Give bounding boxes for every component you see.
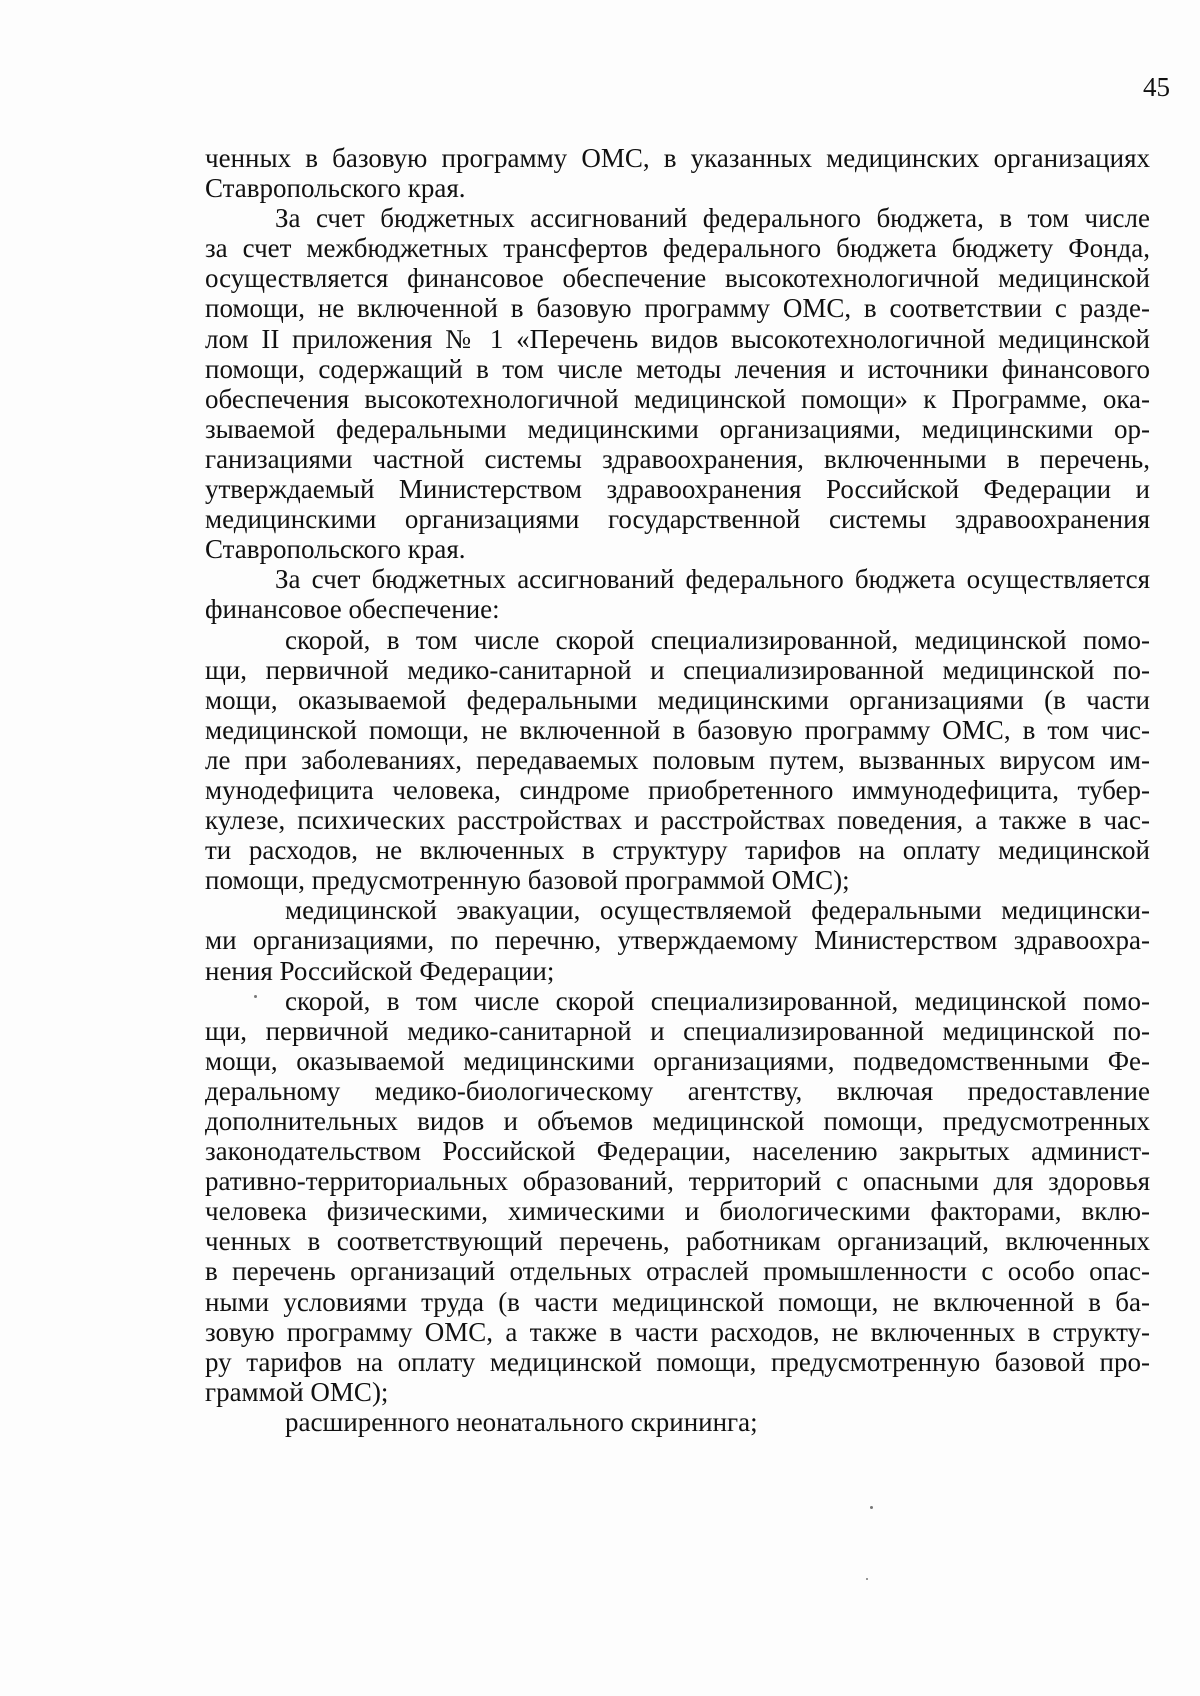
text-line: медицинской помощи, не включенной в базовую программу ОМС, в том чис- bbox=[205, 714, 1150, 745]
text-line: зовую программу ОМС, а также в части расходов, не включенных в структу- bbox=[205, 1316, 1150, 1347]
text-line: ти расходов, не включенных в структуру тарифов на оплату медицинской bbox=[205, 835, 1150, 866]
text-line: скорой, в том числе скорой специализированной, медицинской помо- bbox=[285, 985, 1150, 1016]
text-line: За счет бюджетных ассигнований федерального бюджета осуществляется bbox=[275, 564, 1150, 595]
text-line: ганизациями частной системы здравоохранения, включенными в перечень, bbox=[205, 443, 1150, 474]
scan-speck bbox=[870, 1506, 873, 1509]
text-line: осуществляется финансовое обеспечение высокотехнологичной медицинской bbox=[205, 263, 1150, 294]
text-line: ру тарифов на оплату медицинской помощи, предусмотренную базовой про- bbox=[205, 1346, 1150, 1377]
text-line: законодательством Российской Федерации, населению закрытых админист- bbox=[205, 1136, 1150, 1167]
text-line: ративно-территориальных образований, территорий с опасными для здоровья bbox=[205, 1166, 1150, 1197]
text-line: мощи, оказываемой медицинскими организациями, подведомственными Фе- bbox=[205, 1045, 1150, 1076]
text-line: ными условиями труда (в части медицинской помощи, не включенной в ба- bbox=[205, 1286, 1150, 1317]
text-line: ми организациями, по перечню, утверждаемому Министерством здравоохра- bbox=[205, 925, 1150, 956]
text-line: помощи, не включенной в базовую программу ОМС, в соответствии с разде- bbox=[205, 293, 1150, 324]
text-line: щи, первичной медико-санитарной и специализированной медицинской по- bbox=[205, 654, 1150, 685]
text-line: Ставропольского края. bbox=[205, 173, 466, 204]
text-line: ченных в соответствующий перечень, работникам организаций, включенных bbox=[205, 1226, 1150, 1257]
text-line: обеспечения высокотехнологичной медицинской помощи» к Программе, ока- bbox=[205, 383, 1150, 414]
text-line: ченных в базовую программу ОМС, в указанных медицинских организациях bbox=[205, 143, 1150, 173]
text-line: За счет бюджетных ассигнований федерального бюджета, в том числе bbox=[275, 203, 1150, 234]
text-line: финансовое обеспечение: bbox=[205, 594, 500, 625]
text-line: нения Российской Федерации; bbox=[205, 955, 555, 986]
text-line: кулезе, психических расстройствах и расстройствах поведения, а также в час- bbox=[205, 805, 1150, 836]
text-line: медицинской эвакуации, осуществляемой федеральными медицински- bbox=[285, 895, 1150, 926]
body-text bbox=[205, 143, 1150, 1437]
text-line: утверждаемый Министерством здравоохранения Российской Федерации и bbox=[205, 474, 1150, 505]
text-line: за счет межбюджетных трансфертов федерального бюджета бюджету Фонда, bbox=[205, 233, 1150, 264]
text-line: расширенного неонатального скрининга; bbox=[285, 1406, 758, 1437]
text-line: человека физическими, химическими и биологическими факторами, вклю- bbox=[205, 1196, 1150, 1227]
text-line: в перечень организаций отдельных отраслей промышленности с особо опас- bbox=[205, 1256, 1150, 1287]
text-line: лом II приложения № 1 «Перечень видов высокотехнологичной медицинской bbox=[205, 323, 1150, 354]
text-line: ле при заболеваниях, передаваемых половым путем, вызванных вирусом им- bbox=[205, 744, 1150, 775]
text-line: медицинскими организациями государственной системы здравоохранения bbox=[205, 504, 1150, 535]
text-line: дополнительных видов и объемов медицинской помощи, предусмотренных bbox=[205, 1106, 1150, 1136]
text-line: помощи, предусмотренную базовой программой ОМС); bbox=[205, 865, 850, 896]
text-line: щи, первичной медико-санитарной и специализированной медицинской по- bbox=[205, 1015, 1150, 1046]
text-line: деральному медико-биологическому агентству, включая предоставление bbox=[205, 1075, 1150, 1106]
scan-speck bbox=[254, 995, 257, 998]
text-line: мощи, оказываемой федеральными медицинскими организациями (в части bbox=[205, 684, 1150, 715]
text-line: Ставропольского края. bbox=[205, 534, 466, 565]
text-line: зываемой федеральными медицинскими организациями, медицинскими ор- bbox=[205, 413, 1150, 444]
text-line: скорой, в том числе скорой специализированной, медицинской помо- bbox=[285, 624, 1150, 655]
text-line: граммой ОМС); bbox=[205, 1376, 389, 1407]
text-line: помощи, содержащий в том числе методы лечения и источники финансового bbox=[205, 353, 1150, 384]
page-number: 45 bbox=[1143, 72, 1170, 102]
text-line: мунодефицита человека, синдроме приобретенного иммунодефицита, тубер- bbox=[205, 774, 1150, 805]
scan-speck bbox=[866, 1578, 868, 1580]
